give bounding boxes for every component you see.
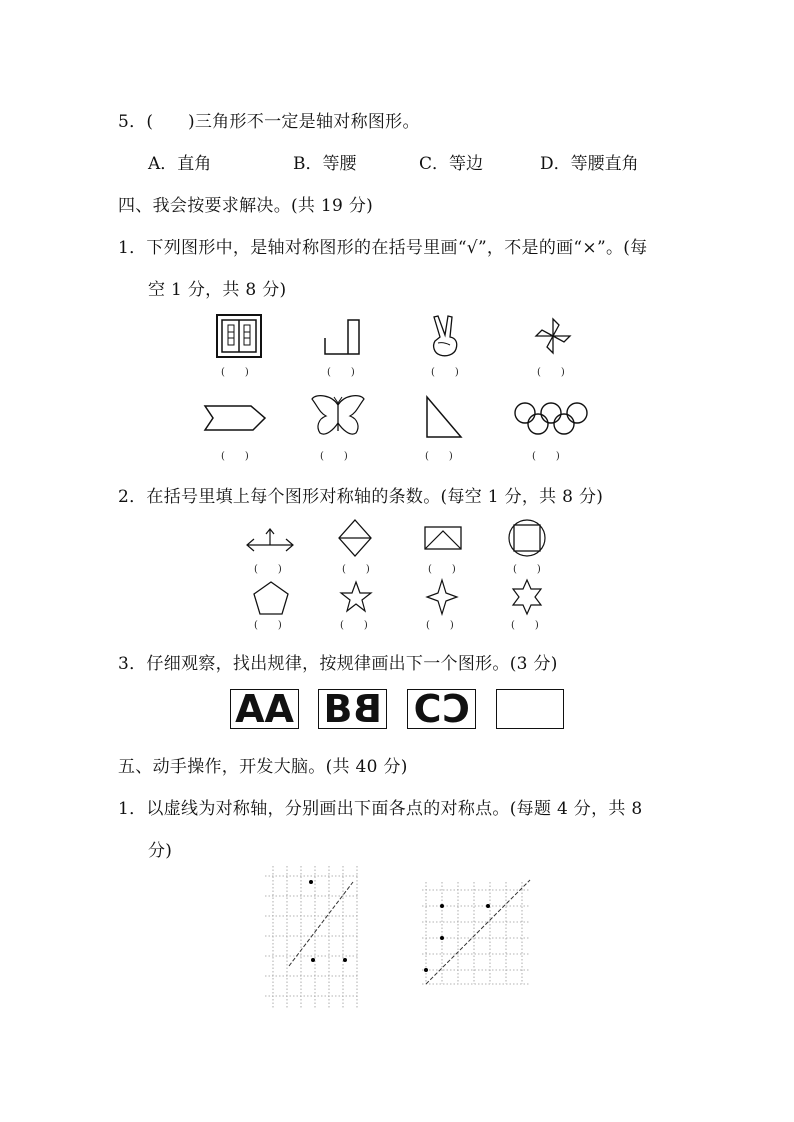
pattern-answer-box[interactable] (496, 689, 564, 729)
question-5: 5．( )三角形不一定是轴对称图形。 (118, 112, 420, 132)
pentagon-icon (252, 580, 290, 616)
pattern-letter: A (264, 689, 294, 729)
section-5-title: 五、动手操作，开发大脑。(共 40 分) (118, 757, 408, 777)
section4-q2: 2．在括号里填上每个图形对称轴的条数。(每空 1 分，共 8 分) (118, 487, 604, 507)
pattern-box-2 (318, 689, 387, 729)
section5-q1-line1: 1．以虚线为对称轴，分别画出下面各点的对称点。(每题 4 分，共 8 (118, 799, 643, 819)
option-c: C．等边 (419, 154, 484, 174)
butterfly-icon (310, 393, 366, 439)
olympic-rings-icon (513, 400, 589, 436)
answer-paren[interactable]: ( ) (254, 564, 282, 575)
option-a: A．直角 (148, 154, 212, 174)
answer-paren[interactable]: ( ) (221, 367, 249, 378)
window-icon (215, 313, 263, 359)
answer-paren[interactable]: ( ) (221, 451, 249, 462)
answer-paren[interactable]: ( ) (340, 620, 368, 631)
answer-paren[interactable]: ( ) (532, 451, 560, 462)
pattern-box-1 (230, 689, 299, 729)
answer-paren[interactable]: ( ) (537, 367, 565, 378)
answer-paren[interactable]: ( ) (254, 620, 282, 631)
right-triangle-icon (424, 394, 464, 440)
section5-q1-line2: 分) (148, 841, 173, 861)
victory-hand-icon (428, 313, 464, 359)
pattern-box-3 (407, 689, 476, 729)
answer-paren[interactable]: ( ) (327, 367, 355, 378)
arrows-icon (244, 527, 296, 555)
answer-paren[interactable]: ( ) (426, 620, 454, 631)
answer-paren[interactable]: ( ) (320, 451, 348, 462)
four-point-star-icon (425, 578, 459, 616)
section-4-title: 四、我会按要求解决。(共 19 分) (118, 196, 374, 216)
pinwheel-icon (532, 315, 574, 357)
pattern-letter-mirrored: C (441, 689, 470, 729)
option-b: B．等腰 (293, 154, 357, 174)
steps-icon (322, 318, 362, 356)
six-point-star-icon (510, 578, 544, 616)
arrow-plate-icon (203, 400, 267, 434)
pattern-letter-mirrored: B (352, 689, 382, 729)
pattern-letter: B (323, 689, 353, 729)
option-d: D．等腰直角 (540, 154, 639, 174)
rhombus-icon (337, 518, 373, 558)
answer-paren[interactable]: ( ) (511, 620, 539, 631)
answer-paren[interactable]: ( ) (425, 451, 453, 462)
section4-q3: 3．仔细观察，找出规律，按规律画出下一个图形。(3 分) (118, 654, 558, 674)
section4-q1-line2: 空 1 分，共 8 分) (148, 280, 287, 300)
answer-paren[interactable]: ( ) (342, 564, 370, 575)
triangle-in-rectangle-icon (423, 525, 463, 551)
answer-paren[interactable]: ( ) (428, 564, 456, 575)
section4-q1-line1: 1．下列图形中，是轴对称图形的在括号里画“√”，不是的画“×”。(每 (118, 238, 648, 258)
dotted-grid-2[interactable] (420, 878, 532, 988)
answer-paren[interactable]: ( ) (513, 564, 541, 575)
five-point-star-icon (339, 580, 373, 614)
pattern-letter: C (413, 689, 442, 729)
answer-paren[interactable]: ( ) (431, 367, 459, 378)
circle-square-icon (507, 518, 547, 558)
dotted-grid-1[interactable] (263, 862, 361, 1012)
pattern-letter: A (235, 689, 265, 729)
